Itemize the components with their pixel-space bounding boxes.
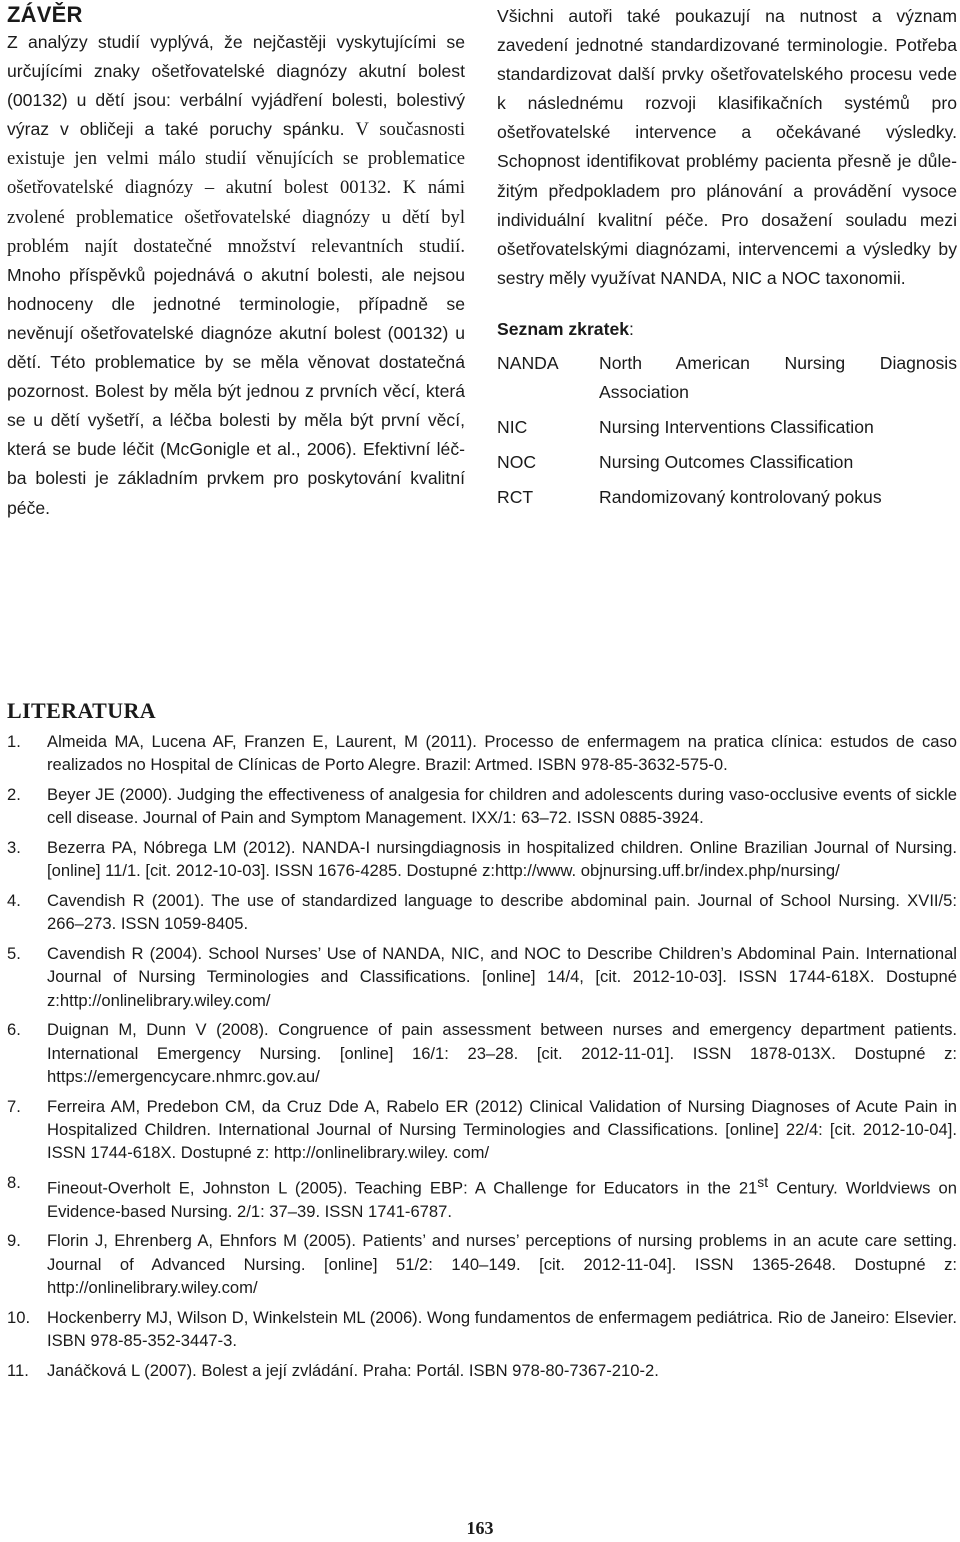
reference-item	[7, 1018, 957, 1088]
abbreviation-row	[497, 448, 957, 477]
abbreviation-key: NOC	[497, 452, 537, 473]
reference-number: 7.	[7, 1096, 21, 1116]
abbreviation-meaning: Nursing Outcomes Classification	[599, 452, 854, 473]
reference-text	[47, 1171, 957, 1223]
reference-number: 5.	[7, 943, 21, 963]
reference-number: 10.	[7, 1307, 31, 1327]
abbreviation-meaning: Nursing Interventions Classification	[599, 417, 874, 438]
abbreviation-meaning: North American Nursing Diagnosis Association	[599, 352, 957, 403]
abbreviation-key: RCT	[497, 487, 534, 508]
reference-text: Ferreira AM, Predebon CM, da Cruz Dde A, Rabelo ER (2012) Clinical Validation of Nursing Diagnoses of Acute Pain in Hospitalized Children. International Journal of Nursing Terminologies and Classifications. [online] 22/4: [cit. 2012-10-04]. ISSN 1744-618X. Dostupné z: http://onlinelibrary.wiley. com/	[47, 1096, 957, 1163]
abbreviations-title-label: Seznam zkratek	[497, 318, 630, 339]
reference-item	[7, 1229, 957, 1299]
reference-item	[7, 836, 957, 883]
reference-number: 11.	[7, 1360, 29, 1380]
reference-number: 3.	[7, 837, 21, 857]
right-column	[497, 2, 957, 512]
abbreviations-list	[497, 349, 957, 512]
reference-number: 6.	[7, 1020, 21, 1040]
reference-text: Duignan M, Dunn V (2008). Congruence of pain assessment between nurses and emergency department patients. International Emergency Nursing. [online] 16/1: 23–28. [cit. 2012-11-01]. ISSN 1878-013X. Dostupné z: https://emergencycare.nhmrc.gov.au/	[47, 1020, 957, 1086]
reference-text: Beyer JE (2000). Judging the effectiveness of analgesia for children and adolescents during vaso-occlusive events of sickle cell disease. Journal of Pain and Symptom Management. IXX/1: 63–72. ISSN 0885-3924.	[47, 784, 957, 828]
conclusion-text-span: Mnoho příspěvků pojednává o akutní bolesti, ale nejsou hodnoceny dle jednotné terminologie, případně se nevěnují ošetřovatelské diagnóze akutní bolest (00132) u dětí. Této problematice by se měla věnovat dostatečná pozornost. Bolest by měla být jednou z prvních věcí, která se u dětí vyšetří, a léčba bolesti by měla být první věcí, která se bude léčit (McGonigle et al., 2006). Efektivní léčba bolesti je základním prvkem pro poskytování kvalitní péče.	[7, 264, 465, 518]
conclusion-text-span: Všichni autoři také poukazují na nutnost a význam zavedení jednotné standardizované terminologie. Potřeba standardizovat další prvky ošetřovatelského procesu vede k následnému rozvoji klasifikačních systémů pro ošetřovatelské intervence a očekávané výsledky. Schopnost identifikovat problémy pacienta přesně je důležitým předpokladem pro plánování a provádění vysoce individuální kvalitní péče. Pro dosažení souladu mezi ošetřovatelskými diagnózami, intervencemi a výsledky by sestry měly využívat NANDA, NIC a NOC taxonomii.	[497, 6, 957, 288]
reference-item	[7, 889, 957, 936]
page-number: 163	[466, 1518, 494, 1538]
reference-text: Bezerra PA, Nóbrega LM (2012). NANDA-I nursingdiagnosis in hospitalized children. Online Brazilian Journal of Nursing. [online] 11/1. [cit. 2012-10-03]. ISSN 1676-4285. Dostupné z:http://www. objnursing.uff.br/index.php/nursing/	[47, 837, 957, 881]
conclusion-text-span: Z analýzy studií vyplývá, že nejčastěji vyskytujícími se určujícími znaky ošetřovatelské diagnózy akutní bolest (00132) u dětí jsou: verbální vyjádření bolesti, bolestivý výraz v obličeji a také poruchy spánku.	[7, 32, 465, 140]
abbreviation-meaning: Randomizovaný kontrolovaný pokus	[599, 487, 882, 508]
reference-text-part: Fineout-Overholt E, Johnston L (2005). Teaching EBP: A Challenge for Educators in the 21	[47, 1178, 758, 1198]
reference-text: Hockenberry MJ, Wilson D, Winkelstein ML (2006). Wong fundamentos de enfermagem pediátrica. Rio de Janeiro: Elsevier. ISBN 978-85-352-3447-3.	[47, 1307, 957, 1350]
literature-section	[7, 698, 957, 1388]
reference-text: Florin J, Ehrenberg A, Ehnfors M (2005). Patients’ and nurses’ perceptions of nursing problems in an acute care setting. Journal of Advanced Nursing. [online] 51/2: 140–149. [cit. 2012-11-04]. ISSN 1365-2648. Dostupné z: http://onlinelibrary.wiley.com/	[47, 1231, 957, 1297]
reference-item	[7, 783, 957, 830]
conclusion-paragraph-left	[7, 28, 465, 523]
abbreviation-row	[497, 349, 957, 407]
abbreviation-row	[497, 483, 957, 512]
left-column	[7, 2, 465, 523]
abbreviation-row	[497, 413, 957, 442]
reference-text: Cavendish R (2004). School Nurses’ Use of NANDA, NIC, and NOC to Describe Children’s Abdominal Pain. International Journal of Nursing Terminologies and Classifications. [online] 14/4, [cit. 2012-10-03]. ISSN 1744-618X. Dostupné z:http://onlinelibrary.wiley.com/	[47, 943, 957, 1010]
reference-number: 1.	[7, 732, 21, 751]
reference-item	[7, 1359, 957, 1382]
conclusion-text-span: V současnosti existuje jen velmi málo studií věnujících se problematice ošetřovatelské diagnózy – akutní bolest 00132. K námi zvolené problematice ošetřovatelské diagnózy u dětí byl problém najít dostatečné množství relevantních studií.	[7, 119, 465, 257]
reference-item	[7, 942, 957, 1012]
reference-item	[7, 1306, 957, 1353]
reference-list	[7, 730, 957, 1382]
reference-number: 9.	[7, 1231, 21, 1251]
section-heading-conclusion: ZÁVĚR	[7, 2, 83, 27]
abbreviation-key: NANDA	[497, 352, 559, 373]
conclusion-paragraph-right	[497, 2, 957, 293]
reference-text: Cavendish R (2001). The use of standardized language to describe abdominal pain. Journal of School Nursing. XVII/5: 266–273. ISSN 1059-8405.	[47, 890, 957, 934]
abbreviation-key: NIC	[497, 417, 528, 438]
section-heading-literature: LITERATURA	[7, 698, 157, 723]
reference-number: 8.	[7, 1172, 21, 1192]
reference-item	[7, 730, 957, 777]
reference-item	[7, 1095, 957, 1165]
reference-number: 2.	[7, 784, 21, 804]
reference-number: 4.	[7, 890, 21, 910]
reference-text: Janáčková L (2007). Bolest a její zvládání. Praha: Portál. ISBN 978-80-7367-210-2.	[47, 1360, 659, 1380]
reference-text: Almeida MA, Lucena AF, Franzen E, Laurent, M (2011). Processo de enfermagem na pratica clínica: estudos de caso realizados no Hospital de Clínicas de Porto Alegre. Brazil: Artmed. ISBN 978-85-3632-575-0.	[47, 732, 957, 775]
reference-item	[7, 1171, 957, 1223]
ordinal-superscript: st	[757, 1173, 769, 1190]
abbreviations-title	[497, 315, 957, 343]
abbreviations-title-colon: :	[629, 318, 634, 339]
reference-text-part: Century. Worldviews on Evidence-based Nursing. 2/1: 37–39. ISSN 1741-6787.	[47, 1178, 958, 1221]
